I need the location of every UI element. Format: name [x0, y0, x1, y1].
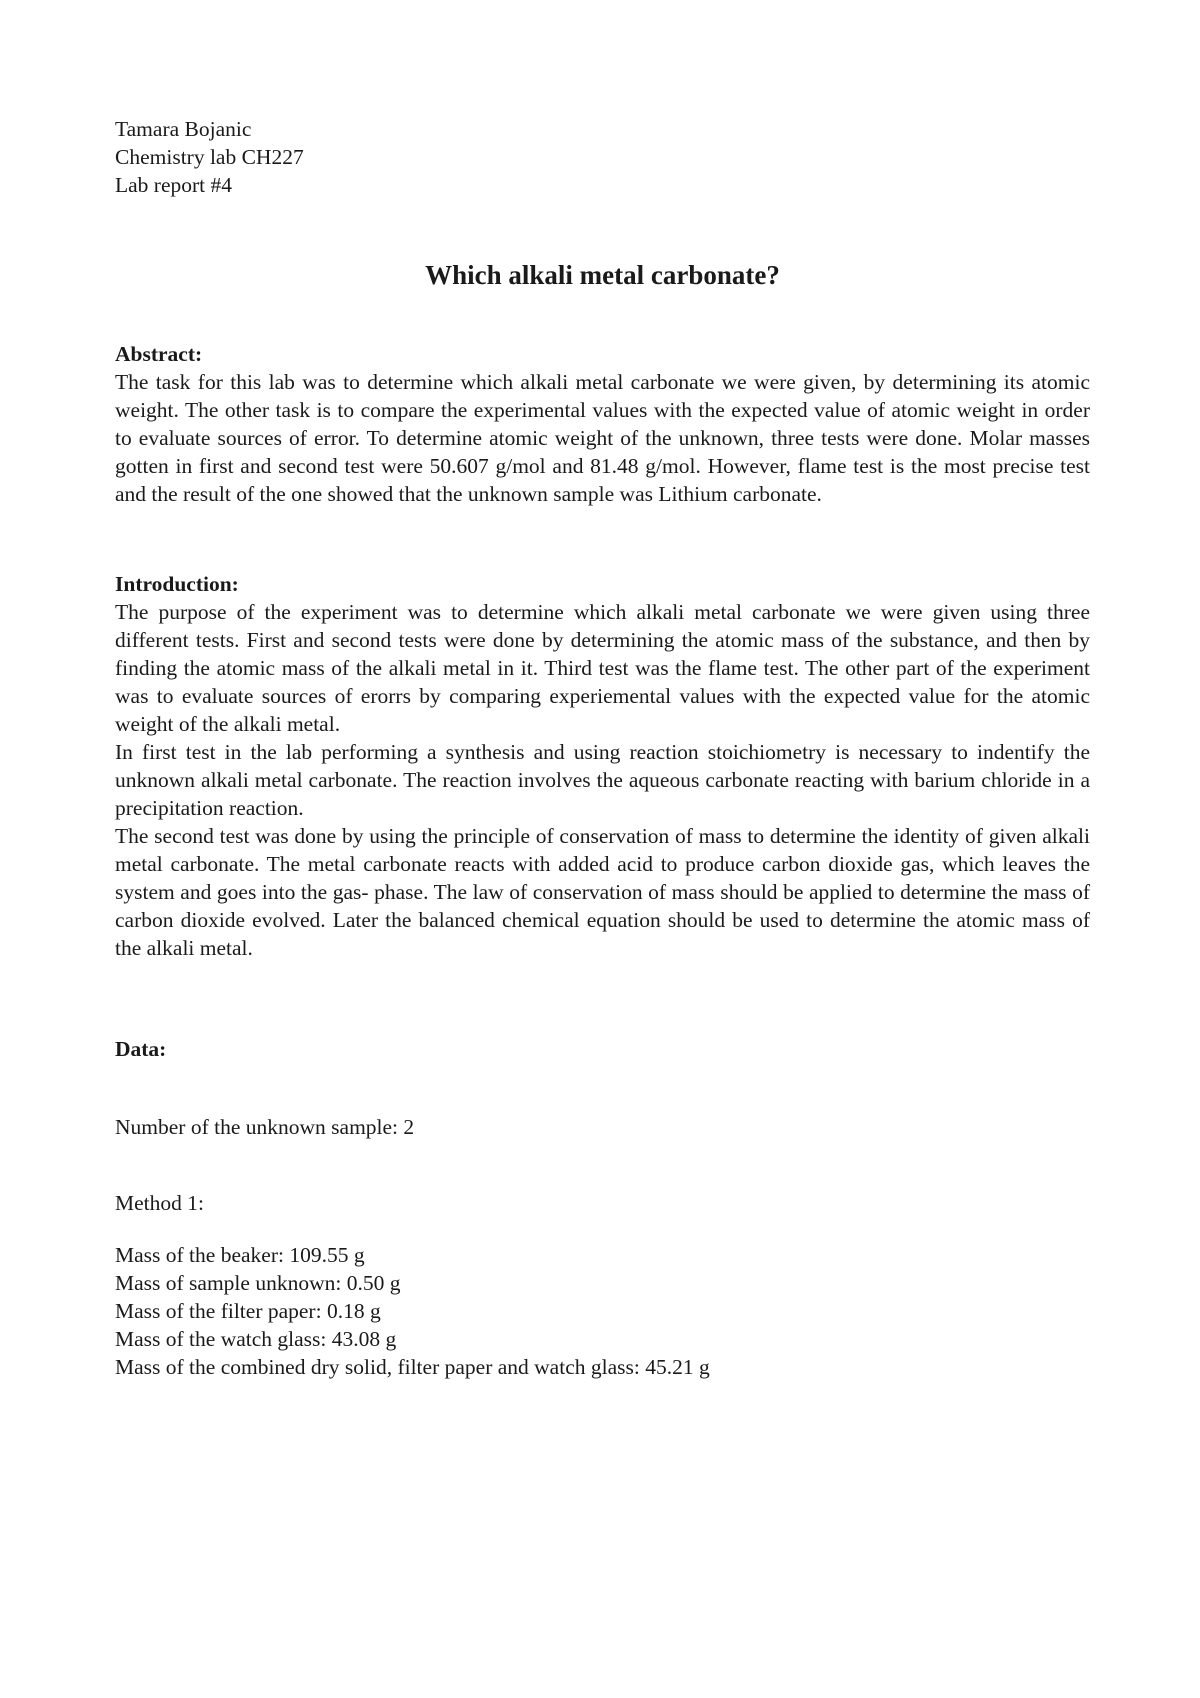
measurement-item: Mass of the watch glass: 43.08 g [115, 1327, 397, 1351]
method-block [115, 1189, 1090, 1217]
introduction-paragraph: The second test was done by using the principle of conservation of mass to determine the identity of given alkali metal carbonate. The metal carbonate reacts with added acid to produce carbon dioxide gas, which leaves the system and goes into the gas- phase. The law of conservation of mass should be applied to determine the mass of carbon dioxide evolved. Later the balanced chemical equation should be used to determine the atomic mass of the alkali metal. [115, 824, 1090, 960]
introduction-paragraph: The purpose of the experiment was to determine which alkali metal carbonate we were given using three different tests. First and second tests were done by determining the atomic mass of the substance, and then by finding the atomic mass of the alkali metal in it. Third test was the flame test. The other part of the experiment was to evaluate sources of erorrs by comparing experiemental values with the expected value for the atomic weight of the alkali metal. [115, 600, 1090, 736]
sample-number: Number of the unknown sample: 2 [115, 1115, 415, 1139]
report-number: Lab report #4 [115, 173, 233, 197]
measurement-item: Mass of the filter paper: 0.18 g [115, 1299, 381, 1323]
data-section [115, 1035, 1090, 1063]
introduction-paragraph: In first test in the lab performing a synthesis and using reaction stoichiometry is necessary to indentify the unknown alkali metal carbonate. The reaction involves the aqueous carbonate reacting with barium chloride in a precipitation reaction. [115, 740, 1090, 820]
measurement-item: Mass of the combined dry solid, filter paper and watch glass: 45.21 g [115, 1355, 710, 1379]
author-name: Tamara Bojanic [115, 117, 252, 141]
measurement-item: Mass of sample unknown: 0.50 g [115, 1271, 401, 1295]
measurement-item: Mass of the beaker: 109.55 g [115, 1243, 365, 1267]
abstract-section [115, 340, 1090, 508]
introduction-section [115, 570, 1090, 962]
abstract-text: The task for this lab was to determine which alkali metal carbonate we were given, by determining its atomic weight. The other task is to compare the experimental values with the expected value of atomic weight in order to evaluate sources of error. To determine atomic weight of the unknown, three tests were done. Molar masses gotten in first and second test were 50.607 g/mol and 81.48 g/mol. However, flame test is the most precise test and the result of the one showed that the unknown sample was Lithium carbonate. [115, 370, 1090, 506]
abstract-heading: Abstract: [115, 342, 203, 366]
measurements-list [115, 1241, 1090, 1381]
method-label: Method 1: [115, 1191, 204, 1215]
document-title: Which alkali metal carbonate? [425, 260, 780, 290]
data-heading: Data: [115, 1037, 167, 1061]
sample-number-block [115, 1113, 1090, 1141]
course-name: Chemistry lab CH227 [115, 145, 304, 169]
header-block [115, 115, 1090, 199]
introduction-heading: Introduction: [115, 572, 239, 596]
